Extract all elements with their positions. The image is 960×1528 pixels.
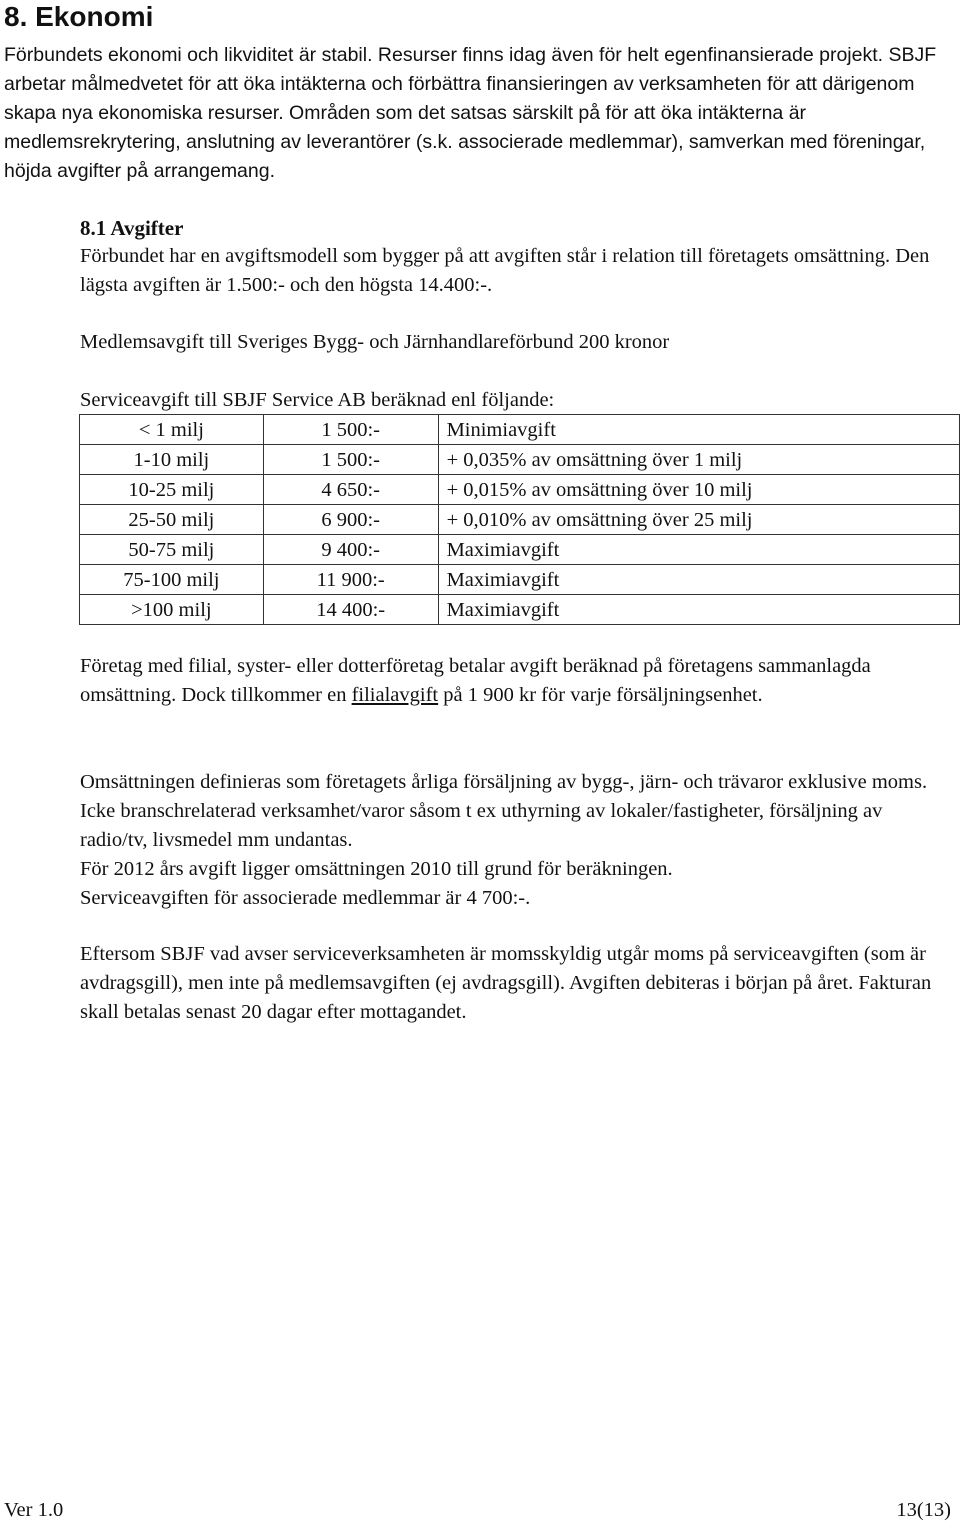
fee-table-amount-cell: 6 900:-: [263, 505, 438, 535]
turnover-paragraph: [80, 768, 950, 913]
fee-table-turnover-cell: 75-100 milj: [80, 565, 264, 595]
fee-table-turnover-cell: 1-10 milj: [80, 445, 264, 475]
fee-table-row: [80, 535, 960, 565]
intro-paragraph: Förbundets ekonomi och likviditet är stabil. Resurser finns idag även för helt egenfinansierade projekt. SBJF arbetar målmedvetet för att öka intäkterna och förbättra finansieringen av verksamheten för att därigenom skapa nya ekonomiska resurser. Områden som det satsas särskilt på för att öka intäkterna är medlemsrekrytering, anslutning av leverantörer (s.k. associerade medlemmar), samverkan med föreningar, höjda avgifter på arrangemang.: [4, 44, 937, 182]
fee-table: [79, 414, 960, 625]
section-title: 8.1 Avgifter: [80, 216, 184, 240]
filial-text-before: Företag med filial, syster- eller dotterföretag betalar avgift beräknad på företagens sammanlagda omsättning. Dock tillkommer en: [80, 655, 871, 706]
fee-table-amount-cell: 9 400:-: [263, 535, 438, 565]
associated-member-fee: Serviceavgiften för associerade medlemmar är 4 700:-.: [80, 887, 531, 909]
fee-table-turnover-cell: 10-25 milj: [80, 475, 264, 505]
footer-version: Ver 1.0: [4, 1499, 64, 1521]
vat-paragraph: Eftersom SBJF vad avser serviceverksamheten är momsskyldig utgår moms på serviceavgiften (som är avdragsgill), men inte på medlemsavgiften (ej avdragsgill). Avgiften debiteras i början på året. Fakturan skall betalas senast 20 dagar efter mottagandet.: [80, 943, 932, 1023]
fee-table-body: [80, 415, 960, 625]
fee-table-turnover-cell: >100 milj: [80, 595, 264, 625]
fee-table-turnover-cell: < 1 milj: [80, 415, 264, 445]
fee-table-row: [80, 475, 960, 505]
fee-table-rule-cell: Maximiavgift: [438, 535, 959, 565]
fee-table-amount-cell: 11 900:-: [263, 565, 438, 595]
fee-table-row: [80, 445, 960, 475]
fee-table-rule-cell: + 0,035% av omsättning över 1 milj: [438, 445, 959, 475]
fee-table-rule-cell: Maximiavgift: [438, 565, 959, 595]
fees-paragraph: Förbundet har en avgiftsmodell som bygger på att avgiften står i relation till företagets omsättning. Den lägsta avgiften är 1.500:- och den högsta 14.400:-.: [80, 245, 930, 296]
fee-table-rule-cell: Minimiavgift: [438, 415, 959, 445]
turnover-year-basis: För 2012 års avgift ligger omsättningen 2010 till grund för beräkningen.: [80, 858, 673, 880]
fee-table-rule-cell: + 0,010% av omsättning över 25 milj: [438, 505, 959, 535]
fee-table-turnover-cell: 25-50 milj: [80, 505, 264, 535]
turnover-definition: Omsättningen definieras som företagets årliga försäljning av bygg-, järn- och trävaror exklusive moms. Icke branschrelaterad verksamhet/varor såsom t ex uthyrning av lokaler/fastigheter, försäljning av radio/tv, livsmedel mm undantas.: [80, 771, 928, 851]
fee-table-row: [80, 595, 960, 625]
fee-table-rule-cell: + 0,015% av omsättning över 10 milj: [438, 475, 959, 505]
fee-table-rule-cell: Maximiavgift: [438, 595, 959, 625]
footer-page-number: 13(13): [896, 1499, 951, 1521]
filial-paragraph: [80, 652, 950, 710]
filial-text-after: på 1 900 kr för varje försäljningsenhet.: [438, 684, 763, 706]
page-title: 8. Ekonomi: [4, 1, 154, 32]
fee-table-amount-cell: 1 500:-: [263, 445, 438, 475]
fee-table-amount-cell: 1 500:-: [263, 415, 438, 445]
fee-table-row: [80, 565, 960, 595]
fee-table-amount-cell: 4 650:-: [263, 475, 438, 505]
fee-table-row: [80, 415, 960, 445]
membership-fee-paragraph: Medlemsavgift till Sveriges Bygg- och Järnhandlareförbund 200 kronor: [80, 331, 670, 353]
service-fee-intro: Serviceavgift till SBJF Service AB beräknad enl följande:: [80, 389, 555, 411]
fee-table-row: [80, 505, 960, 535]
fee-table-amount-cell: 14 400:-: [263, 595, 438, 625]
fee-table-turnover-cell: 50-75 milj: [80, 535, 264, 565]
filial-fee-link[interactable]: filialavgift: [351, 684, 439, 706]
